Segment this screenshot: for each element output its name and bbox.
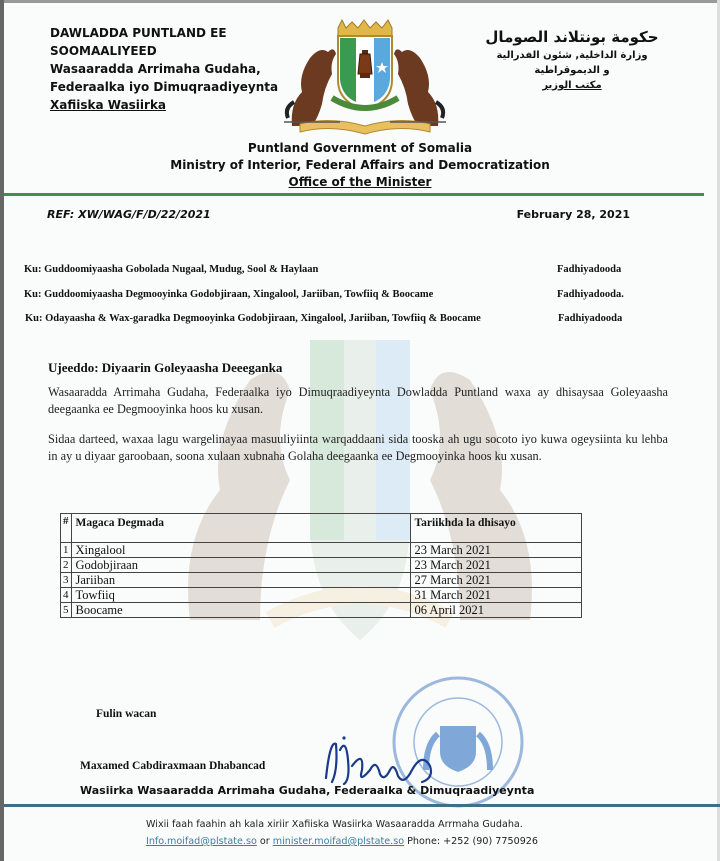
recipient-location: Fadhiyadooda.: [557, 289, 624, 300]
letterhead-line: Wasaaradda Arrimaha Gudaha,: [50, 62, 261, 76]
letterhead-arabic-line: و الديموقراطية: [534, 65, 610, 76]
letterhead-somali: [50, 24, 278, 114]
column-header-district: Magaca Degmada: [71, 514, 410, 543]
letterhead-english: [0, 140, 720, 191]
letterhead-english-office: Office of the Minister: [288, 175, 432, 189]
table-header-row: [61, 514, 582, 543]
body-paragraph: Sidaa darteed, waxaa lagu wargelinayaa masuuliyiinta warqaddaani sida tooska ah ugu socoto iyo kuwa ogeysiinta ku lehba in ay u diyaar garoobaan, soona xulaan xubnaha Golaha deegaanka ee Degmooyinka hoos ku xusan.: [48, 432, 668, 463]
district-name: Xingalool: [71, 543, 410, 558]
letterhead-english-line: Puntland Government of Somalia: [247, 141, 473, 155]
district-name: Godobjiraan: [71, 558, 410, 573]
row-number: 4: [61, 588, 72, 603]
row-number: 5: [61, 603, 72, 618]
formation-date: 27 March 2021: [410, 573, 582, 588]
footer-contact: [146, 816, 538, 850]
table-row: [61, 588, 582, 603]
letterhead-line: DAWLADDA PUNTLAND EE: [50, 26, 227, 40]
body-paragraph: Wasaaradda Arrimaha Gudaha, Federaalka iyo Dimuqraadiyeynta Dowladda Puntland waxa ay dhisaysaa Goleyaasha deegaanka ee Degmooyinka hoos ku xusan.: [48, 385, 668, 416]
letterhead-line: Federaalka iyo Dimuqraadiyeynta: [50, 80, 279, 94]
page-edge-top: [0, 0, 720, 3]
closing-remark: Fulin wacan: [96, 708, 157, 720]
letterhead-arabic-title: حكومة بونتلاند الصومال: [485, 28, 659, 46]
formation-date: 31 March 2021: [410, 588, 582, 603]
footer-phone: Phone: +252 (90) 7750926: [404, 836, 539, 847]
footer-divider: [4, 804, 720, 807]
page-edge-left: [0, 0, 4, 861]
row-number: 3: [61, 573, 72, 588]
district-schedule-table: [60, 513, 582, 618]
district-name: Towfiiq: [71, 588, 410, 603]
district-name: Jariiban: [71, 573, 410, 588]
row-number: 2: [61, 558, 72, 573]
recipient-to: Ku: Odayaasha & Wax-garadka Degmooyinka Godobjiraan, Xingalool, Jariiban, Towfiiq & Boocame: [25, 313, 481, 324]
letterhead-english-line: Ministry of Interior, Federal Affairs and Democratization: [170, 158, 550, 172]
footer-note: Wixii faah faahin ah kala xiriir Xafiiska Wasiirka Wasaaradda Arrmaha Gudaha.: [146, 819, 523, 830]
puntland-coat-of-arms-icon: [280, 18, 450, 136]
letterhead-arabic-line: وزارة الداخلية, شئون الفدرالية: [496, 50, 648, 61]
table-row: [61, 558, 582, 573]
district-name: Boocame: [71, 603, 410, 618]
handwritten-signature-icon: [318, 730, 438, 790]
letter-date: February 28, 2021: [516, 208, 630, 221]
recipient-to: Ku: Guddoomiyaasha Gobolada Nugaal, Mudug, Sool & Haylaan: [24, 264, 319, 275]
recipient-location: Fadhiyadooda: [557, 264, 622, 275]
reference-number: REF: XW/WAG/F/D/22/2021: [47, 208, 211, 221]
letterhead-line: SOOMAALIYEED: [50, 44, 157, 58]
letterhead-office: Xafiiska Wasiirka: [50, 98, 167, 112]
signer-name: Maxamed Cabdiraxmaan Dhabancad: [80, 760, 266, 772]
formation-date: 23 March 2021: [410, 558, 582, 573]
email-link-minister[interactable]: minister.moifad@plstate.so: [272, 836, 405, 847]
signer-title: Wasiirka Wasaaradda Arrimaha Gudaha, Federaalka & Dimuqraadiyeynta: [80, 784, 535, 797]
letter-subject: Ujeeddo: Diyaarin Goleyaasha Deeeganka: [48, 360, 283, 375]
header-divider: [4, 193, 704, 196]
footer-or: or: [256, 836, 273, 847]
column-header-date: Tariikhda la dhisayo: [410, 514, 582, 543]
table-row: [61, 573, 582, 588]
column-header-number: #: [61, 514, 72, 543]
email-link-info[interactable]: Info.moifad@plstate.so: [146, 836, 257, 847]
recipient-location: Fadhiyadooda: [558, 313, 623, 324]
recipient-to: Ku: Guddoomiyaasha Degmooyinka Godobjiraan, Xingalool, Jariiban, Towfiiq & Boocame: [24, 289, 434, 300]
letterhead-arabic: [472, 26, 672, 93]
formation-date: 06 April 2021: [410, 603, 582, 618]
formation-date: 23 March 2021: [410, 543, 582, 558]
table-row: [61, 603, 582, 618]
table-row: [61, 543, 582, 558]
footer-contact-line: [146, 833, 538, 850]
row-number: 1: [61, 543, 72, 558]
letterhead-arabic-office: مكتب الوزير: [542, 80, 602, 91]
